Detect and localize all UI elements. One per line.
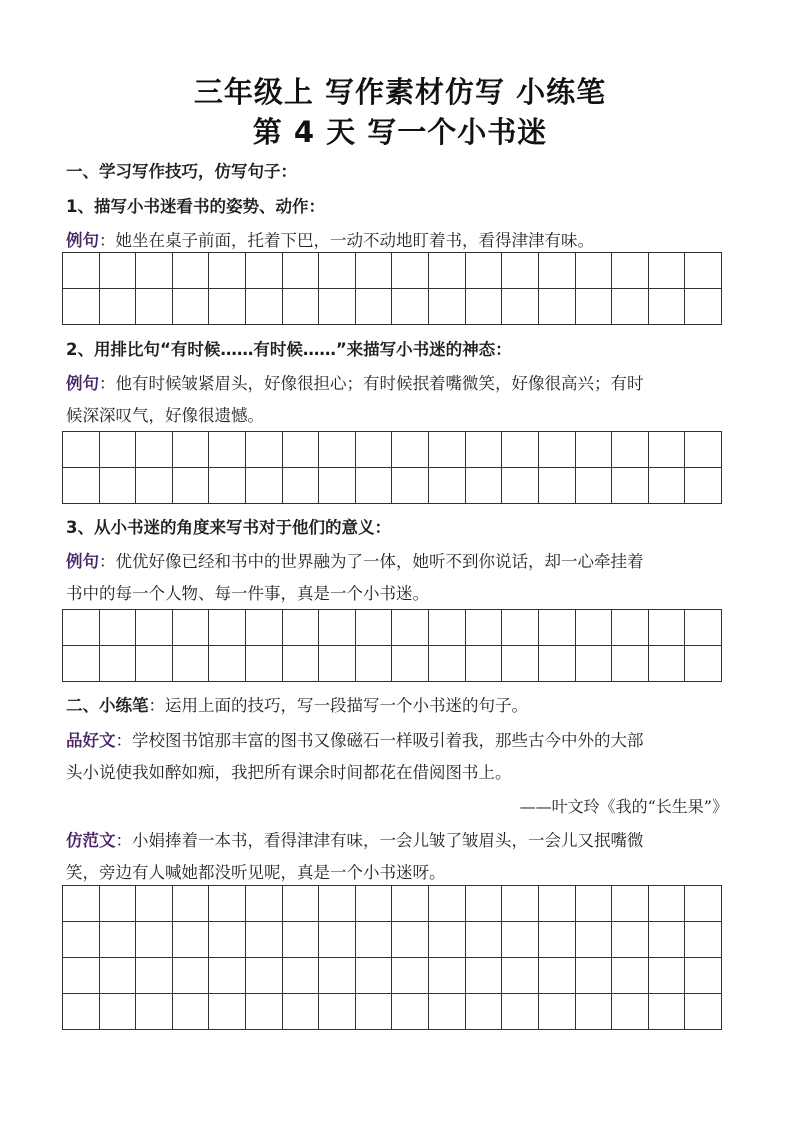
grid-cell[interactable] (100, 646, 137, 682)
grid-cell[interactable] (649, 886, 686, 922)
grid-cell[interactable] (209, 610, 246, 646)
grid-cell[interactable] (392, 289, 429, 325)
grid-cell[interactable] (356, 432, 393, 468)
grid-cell[interactable] (63, 646, 100, 682)
model-label: 仿范文 (66, 831, 116, 850)
citation: ——叶文玲《我的“长生果”》 (519, 797, 728, 816)
grid-cell[interactable] (136, 610, 173, 646)
grid-cell[interactable] (612, 886, 649, 922)
example-text: ：她坐在桌子前面，托着下巴，一动不动地盯着书，看得津津有味。 (99, 231, 594, 250)
grid-cell[interactable] (319, 432, 356, 468)
grid-cell[interactable] (63, 432, 100, 468)
grid-cell[interactable] (612, 432, 649, 468)
grid-cell[interactable] (136, 958, 173, 994)
grid-cell[interactable] (392, 886, 429, 922)
grid-cell[interactable] (576, 253, 613, 289)
grid-cell[interactable] (209, 468, 246, 504)
grid-cell[interactable] (63, 922, 100, 958)
grid-cell[interactable] (246, 253, 283, 289)
grid-cell[interactable] (246, 610, 283, 646)
grid-cell[interactable] (136, 886, 173, 922)
grid-cell[interactable] (685, 886, 722, 922)
grid-cell[interactable] (576, 432, 613, 468)
grid-cell[interactable] (246, 958, 283, 994)
grid-cell[interactable] (63, 958, 100, 994)
grid-cell[interactable] (576, 468, 613, 504)
grid-cell[interactable] (209, 994, 246, 1030)
practice-instruction (66, 694, 746, 718)
grid-cell[interactable] (429, 646, 466, 682)
writing-grid-2[interactable] (62, 431, 722, 504)
grid-cell[interactable] (100, 958, 137, 994)
grid-cell[interactable] (466, 922, 503, 958)
grid-cell[interactable] (685, 610, 722, 646)
grid-cell[interactable] (173, 610, 210, 646)
grid-cell[interactable] (466, 646, 503, 682)
grid-cell[interactable] (63, 994, 100, 1030)
page-subtitle: 第 4 天 写一个小书迷 (252, 115, 548, 149)
grid-cell[interactable] (539, 432, 576, 468)
grid-cell[interactable] (685, 958, 722, 994)
item2-example-cont: 候深深叹气，好像很遗憾。 (66, 406, 264, 425)
grid-cell[interactable] (649, 958, 686, 994)
grid-cell[interactable] (246, 432, 283, 468)
grid-cell[interactable] (319, 610, 356, 646)
grid-cell[interactable] (283, 646, 320, 682)
item2-heading: 2、用排比句“有时候……有时候……”来描写小书迷的神态： (66, 340, 512, 359)
grid-cell[interactable] (612, 646, 649, 682)
grid-cell[interactable] (319, 253, 356, 289)
grid-cell[interactable] (100, 289, 137, 325)
grid-cell[interactable] (63, 289, 100, 325)
grid-cell[interactable] (173, 432, 210, 468)
grid-cell[interactable] (63, 886, 100, 922)
grid-cell[interactable] (319, 958, 356, 994)
grid-cell[interactable] (392, 610, 429, 646)
grid-cell[interactable] (429, 958, 466, 994)
grid-cell[interactable] (685, 253, 722, 289)
grid-cell[interactable] (319, 922, 356, 958)
writing-grid-practice[interactable] (62, 885, 722, 1030)
grid-cell[interactable] (539, 922, 576, 958)
grid-cell[interactable] (63, 253, 100, 289)
grid-cell[interactable] (173, 922, 210, 958)
grid-cell[interactable] (612, 958, 649, 994)
grid-cell[interactable] (429, 610, 466, 646)
item3-example-cont: 书中的每一个人物、每一件事，真是一个小书迷。 (66, 584, 429, 603)
grid-cell[interactable] (246, 289, 283, 325)
grid-cell[interactable] (612, 610, 649, 646)
writing-grid-1[interactable] (62, 252, 722, 325)
grid-cell[interactable] (63, 610, 100, 646)
grid-cell[interactable] (283, 958, 320, 994)
grid-cell[interactable] (612, 253, 649, 289)
example-label: 例句 (66, 552, 99, 571)
grid-cell[interactable] (392, 432, 429, 468)
grid-cell[interactable] (649, 253, 686, 289)
grid-cell[interactable] (539, 646, 576, 682)
grid-cell[interactable] (356, 922, 393, 958)
grid-cell[interactable] (392, 253, 429, 289)
grid-cell[interactable] (100, 432, 137, 468)
grid-cell[interactable] (502, 994, 539, 1030)
grid-cell[interactable] (173, 646, 210, 682)
item2-example (66, 372, 746, 396)
grid-cell[interactable] (283, 610, 320, 646)
grid-cell[interactable] (576, 958, 613, 994)
grid-cell[interactable] (319, 646, 356, 682)
grid-cell[interactable] (319, 886, 356, 922)
grid-cell[interactable] (576, 922, 613, 958)
grid-cell[interactable] (649, 994, 686, 1030)
grid-cell[interactable] (283, 922, 320, 958)
grid-cell[interactable] (429, 253, 466, 289)
grid-cell[interactable] (685, 468, 722, 504)
grid-cell[interactable] (429, 994, 466, 1030)
grid-cell[interactable] (173, 468, 210, 504)
grid-cell[interactable] (283, 886, 320, 922)
grid-cell[interactable] (502, 432, 539, 468)
grid-cell[interactable] (466, 253, 503, 289)
grid-cell[interactable] (576, 886, 613, 922)
grid-cell[interactable] (466, 958, 503, 994)
grid-cell[interactable] (100, 468, 137, 504)
item3-example (66, 550, 746, 574)
grid-cell[interactable] (209, 289, 246, 325)
grid-cell[interactable] (246, 886, 283, 922)
grid-cell[interactable] (502, 253, 539, 289)
grid-cell[interactable] (466, 886, 503, 922)
grid-cell[interactable] (209, 253, 246, 289)
grid-cell[interactable] (539, 610, 576, 646)
grid-cell[interactable] (429, 886, 466, 922)
grid-cell[interactable] (502, 468, 539, 504)
grid-cell[interactable] (576, 646, 613, 682)
grid-cell[interactable] (283, 253, 320, 289)
grid-cell[interactable] (283, 468, 320, 504)
grid-cell[interactable] (392, 958, 429, 994)
grid-cell[interactable] (246, 994, 283, 1030)
grid-cell[interactable] (429, 432, 466, 468)
grid-cell[interactable] (100, 922, 137, 958)
grid-cell[interactable] (502, 886, 539, 922)
grid-cell[interactable] (502, 646, 539, 682)
grid-cell[interactable] (356, 253, 393, 289)
grid-cell[interactable] (209, 922, 246, 958)
appreciate-label: 品好文 (66, 731, 116, 750)
grid-cell[interactable] (612, 922, 649, 958)
grid-cell[interactable] (173, 253, 210, 289)
grid-cell[interactable] (319, 468, 356, 504)
grid-cell[interactable] (209, 432, 246, 468)
grid-cell[interactable] (392, 646, 429, 682)
model-passage (66, 829, 746, 853)
grid-cell[interactable] (173, 289, 210, 325)
grid-cell[interactable] (429, 468, 466, 504)
grid-cell[interactable] (429, 922, 466, 958)
grid-cell[interactable] (356, 886, 393, 922)
item1-heading: 1、描写小书迷看书的姿势、动作： (66, 197, 325, 216)
grid-cell[interactable] (209, 958, 246, 994)
writing-grid-3[interactable] (62, 609, 722, 682)
grid-cell[interactable] (539, 289, 576, 325)
appreciate-passage (66, 729, 746, 753)
grid-cell[interactable] (685, 922, 722, 958)
grid-cell[interactable] (246, 922, 283, 958)
grid-cell[interactable] (466, 610, 503, 646)
grid-cell[interactable] (612, 994, 649, 1030)
grid-cell[interactable] (246, 646, 283, 682)
model-text: ：小娟捧着一本书，看得津津有味，一会儿皱了皱眉头，一会儿又抿嘴微 (115, 831, 644, 850)
grid-cell[interactable] (429, 289, 466, 325)
grid-cell[interactable] (283, 994, 320, 1030)
grid-cell[interactable] (539, 468, 576, 504)
grid-cell[interactable] (612, 289, 649, 325)
grid-cell[interactable] (539, 253, 576, 289)
grid-cell[interactable] (612, 468, 649, 504)
grid-cell[interactable] (356, 289, 393, 325)
grid-cell[interactable] (356, 468, 393, 504)
grid-cell[interactable] (502, 610, 539, 646)
grid-cell[interactable] (539, 886, 576, 922)
appreciate-text: ：学校图书馆那丰富的图书又像磁石一样吸引着我，那些古今中外的大部 (115, 731, 644, 750)
section-heading-learn: 一、学习写作技巧，仿写句子： (66, 162, 297, 181)
grid-cell[interactable] (100, 886, 137, 922)
grid-cell[interactable] (63, 468, 100, 504)
grid-cell[interactable] (392, 468, 429, 504)
grid-cell[interactable] (173, 958, 210, 994)
page-title: 三年级上 写作素材仿写 小练笔 (193, 75, 607, 109)
grid-cell[interactable] (209, 646, 246, 682)
section-heading-practice: 二、小练笔 (66, 696, 149, 715)
grid-cell[interactable] (356, 958, 393, 994)
grid-cell[interactable] (649, 468, 686, 504)
grid-cell[interactable] (283, 289, 320, 325)
grid-cell[interactable] (136, 994, 173, 1030)
grid-cell[interactable] (649, 922, 686, 958)
grid-cell[interactable] (539, 958, 576, 994)
model-passage-cont: 笑，旁边有人喊她都没听见呢，真是一个小书迷呀。 (66, 863, 446, 882)
grid-cell[interactable] (136, 253, 173, 289)
grid-cell[interactable] (466, 432, 503, 468)
grid-cell[interactable] (685, 646, 722, 682)
grid-cell[interactable] (173, 886, 210, 922)
grid-cell[interactable] (502, 922, 539, 958)
grid-cell[interactable] (136, 432, 173, 468)
practice-text: ：运用上面的技巧，写一段描写一个小书迷的句子。 (148, 696, 528, 715)
grid-cell[interactable] (502, 958, 539, 994)
grid-cell[interactable] (319, 289, 356, 325)
grid-cell[interactable] (356, 646, 393, 682)
grid-cell[interactable] (649, 646, 686, 682)
item3-heading: 3、从小书迷的角度来写书对于他们的意义： (66, 518, 391, 537)
example-label: 例句 (66, 374, 99, 393)
grid-cell[interactable] (100, 994, 137, 1030)
example-text: ：他有时候皱紧眉头，好像很担心；有时候抿着嘴微笑，好像很高兴；有时 (99, 374, 644, 393)
grid-cell[interactable] (100, 253, 137, 289)
grid-cell[interactable] (136, 289, 173, 325)
grid-cell[interactable] (685, 994, 722, 1030)
grid-cell[interactable] (576, 289, 613, 325)
grid-cell[interactable] (649, 289, 686, 325)
appreciate-passage-cont: 头小说使我如醉如痴，我把所有课余时间都花在借阅图书上。 (66, 763, 512, 782)
grid-cell[interactable] (576, 994, 613, 1030)
grid-cell[interactable] (466, 468, 503, 504)
grid-cell[interactable] (319, 994, 356, 1030)
grid-cell[interactable] (502, 289, 539, 325)
grid-cell[interactable] (136, 922, 173, 958)
grid-cell[interactable] (466, 289, 503, 325)
grid-cell[interactable] (136, 468, 173, 504)
grid-cell[interactable] (173, 994, 210, 1030)
example-label: 例句 (66, 231, 99, 250)
grid-cell[interactable] (209, 886, 246, 922)
grid-cell[interactable] (649, 610, 686, 646)
grid-cell[interactable] (466, 994, 503, 1030)
grid-cell[interactable] (539, 994, 576, 1030)
grid-cell[interactable] (685, 289, 722, 325)
example-text: ：优优好像已经和书中的世界融为了一体，她听不到你说话，却一心牵挂着 (99, 552, 644, 571)
grid-cell[interactable] (246, 468, 283, 504)
grid-cell[interactable] (100, 610, 137, 646)
grid-cell[interactable] (356, 610, 393, 646)
grid-cell[interactable] (136, 646, 173, 682)
grid-cell[interactable] (576, 610, 613, 646)
grid-cell[interactable] (283, 432, 320, 468)
grid-cell[interactable] (685, 432, 722, 468)
grid-cell[interactable] (356, 994, 393, 1030)
grid-cell[interactable] (392, 922, 429, 958)
item1-example (66, 229, 746, 253)
grid-cell[interactable] (392, 994, 429, 1030)
grid-cell[interactable] (649, 432, 686, 468)
